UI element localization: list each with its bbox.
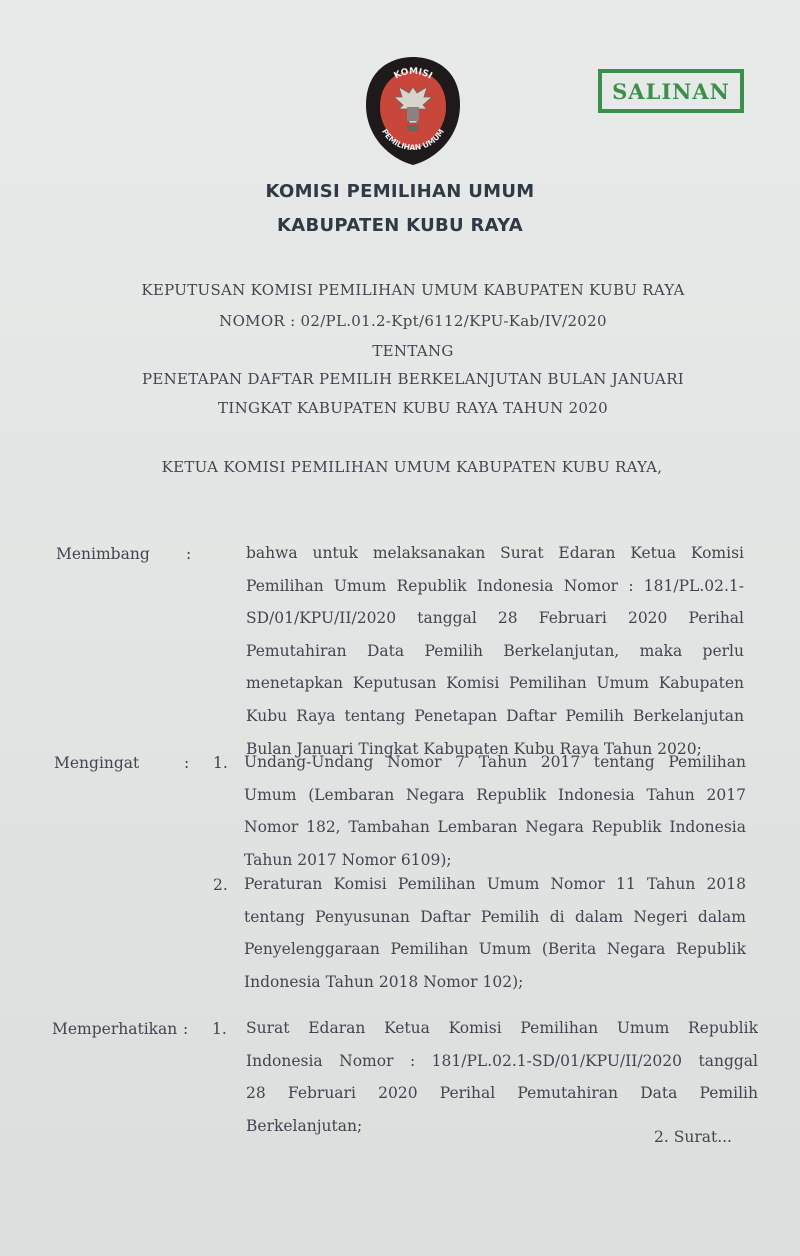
memperhatikan-item-1-number: 1. [212,1020,227,1038]
mengingat-label: Mengingat [54,754,140,772]
memperhatikan-label: Memperhatikan [52,1020,178,1038]
mengingat-line: Penyelenggaraan Pemilihan Umum (Berita Negara Republik [244,940,746,959]
memperhatikan-line: Berkelanjutan; [246,1116,363,1135]
menimbang-text [246,537,744,765]
salinan-stamp: SALINAN [598,69,744,113]
decree-title: KEPUTUSAN KOMISI PEMILIHAN UMUM KABUPATEN KUBU RAYA [141,281,685,299]
menimbang-colon: : [186,545,192,563]
mengingat-line: Indonesia Tahun 2018 Nomor 102); [244,972,524,991]
decree-tentang: TENTANG [372,342,454,360]
decree-subject-line1: PENETAPAN DAFTAR PEMILIH BERKELANJUTAN BULAN JANUARI [141,370,685,388]
signatory-line: KETUA KOMISI PEMILIHAN UMUM KABUPATEN KUBU RAYA, [161,458,663,476]
org-region: KABUPATEN KUBU RAYA [276,215,524,236]
mengingat-item-1-number: 1. [213,754,228,772]
mengingat-line: Tahun 2017 Nomor 6109); [244,850,452,869]
menimbang-line: Kubu Raya tentang Penetapan Daftar Pemilih Berkelanjutan [246,706,744,725]
kpu-logo [362,55,464,167]
mengingat-item-2-text [244,868,746,998]
mengingat-line: Peraturan Komisi Pemilihan Umum Nomor 11 Tahun 2018 [244,875,746,893]
decree-number: NOMOR : 02/PL.01.2-Kpt/6112/KPU-Kab/IV/2020 [219,312,607,330]
memperhatikan-colon: : [183,1020,189,1038]
memperhatikan-line: Surat Edaran Ketua Komisi Pemilihan Umum Republik [246,1019,758,1037]
page-continuation: 2. Surat... [654,1128,732,1146]
mengingat-item-2-number: 2. [213,876,228,894]
menimbang-line: SD/01/KPU/II/2020 tanggal 28 Februari 2020 Perihal [246,609,744,628]
mengingat-line: Umum (Lembaran Negara Republik Indonesia Tahun 2017 [244,785,746,804]
menimbang-line: Pemutahiran Data Pemilih Berkelanjutan, maka perlu [246,641,744,660]
menimbang-line: bahwa untuk melaksanakan Surat Edaran Ketua Komisi [246,544,744,562]
mengingat-colon: : [184,754,190,772]
logo-ring-bottom-text: PEMILIHAN UMUM [380,127,446,153]
menimbang-label: Menimbang [56,545,150,563]
menimbang-line: menetapkan Keputusan Komisi Pemilihan Umum Kabupaten [246,674,744,693]
menimbang-line: Bulan Januari Tingkat Kabupaten Kubu Raya Tahun 2020; [246,739,702,758]
org-name: KOMISI PEMILIHAN UMUM [265,181,535,202]
decree-subject-line2: TINGKAT KABUPATEN KUBU RAYA TAHUN 2020 [218,399,608,417]
mengingat-line: tentang Penyusunan Daftar Pemilih di dalam Negeri dalam [244,907,746,926]
memperhatikan-item-1-text [246,1012,758,1142]
menimbang-line: Pemilihan Umum Republik Indonesia Nomor : 181/PL.02.1- [246,576,744,595]
mengingat-line: Nomor 182, Tambahan Lembaran Negara Republik Indonesia [244,818,746,837]
memperhatikan-line: Indonesia Nomor : 181/PL.02.1-SD/01/KPU/II/2020 tanggal [246,1051,758,1070]
mengingat-item-1-text [244,746,746,876]
logo-ring-top-text: KOMISI [392,66,434,82]
memperhatikan-line: 28 Februari 2020 Perihal Pemutahiran Data Pemilih [246,1084,758,1103]
mengingat-line: Undang-Undang Nomor 7 Tahun 2017 tentang Pemilihan [244,753,746,771]
